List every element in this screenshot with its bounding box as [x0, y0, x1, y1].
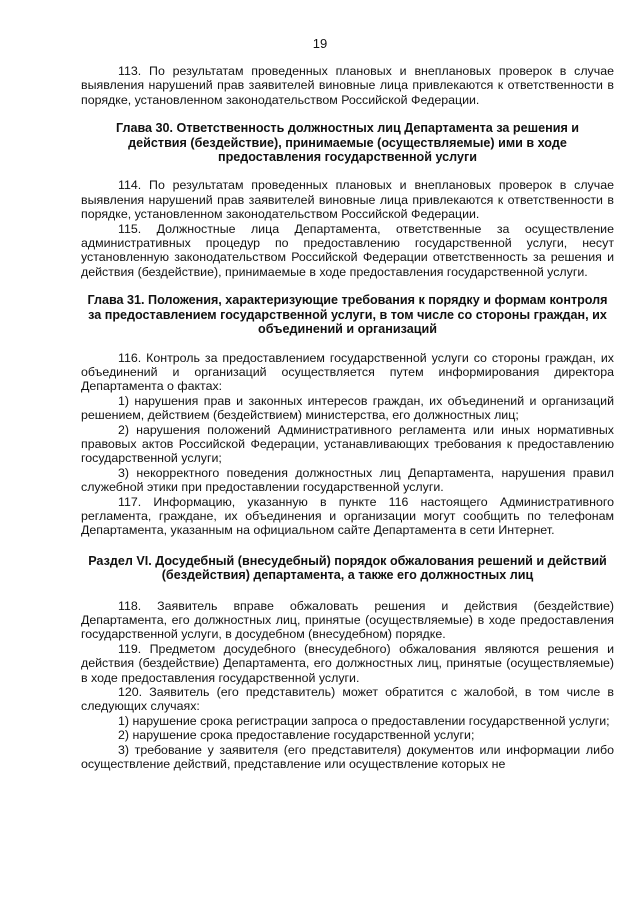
list-item-116-3: 3) некорректного поведения должностных лиц Департамента, нарушения правил служебной этики при предоставлении государственной услуги.: [81, 465, 614, 495]
page-content: [81, 64, 614, 771]
list-item-116-1: 1) нарушения прав и законных интересов граждан, их объединений и организаций решением, действием (бездействием) министерства, его должностных лиц;: [81, 393, 614, 423]
list-item-120-1: 1) нарушение срока регистрации запроса о предоставлении государственной услуги;: [118, 713, 610, 728]
paragraph-114: 114. По результатам проведенных плановых и внеплановых проверок в случае выявления нарушений прав заявителей виновные лица привлекаются к ответственности в порядке, установленном законодательством Российской Федерации.: [81, 178, 614, 222]
list-item-120-2: 2) нарушение срока предоставление государственной услуги;: [118, 728, 475, 743]
chapter-30-heading: Глава 30. Ответственность должностных лиц Департамента за решения и действия (бездействие), принимаемые (осуществляемые) ими в ходе предоставления государственной услуги: [115, 121, 580, 165]
section-6-heading: Раздел VI. Досудебный (внесудебный) порядок обжалования решений и действий (бездействия) департамента, а также его должностных лиц: [88, 553, 607, 583]
paragraph-117: 117. Информацию, указанную в пункте 116 настоящего Административного регламента, граждане, их объединения и организации могут сообщить по телефонам Департамента, указанным на официальном сайте Департамента в сети Интернет.: [81, 494, 614, 538]
paragraph-120: 120. Заявитель (его представитель) может обратится с жалобой, в том числе в следующих случаях:: [81, 685, 614, 714]
page-number: 19: [312, 36, 328, 51]
list-item-120-3: 3) требование у заявителя (его представителя) документов или информации либо осуществление действий, представление или осуществление которых не: [81, 742, 614, 772]
paragraph-118: 118. Заявитель вправе обжаловать решения и действия (бездействие) Департамента, его должностных лиц, принятые (осуществляемые) в ходе предоставления государственной услуги, в досудебном (внесудебном) порядке.: [81, 598, 614, 642]
paragraph-113: 113. По результатам проведенных плановых и внеплановых проверок в случае выявления нарушений прав заявителей виновные лица привлекаются к ответственности в порядке, установленном законодательством Российской Федерации.: [81, 64, 614, 107]
paragraph-116: 116. Контроль за предоставлением государственной услуги со стороны граждан, их объединений и организаций осуществляется путем информирования директора Департамента о фактах:: [81, 350, 614, 394]
paragraph-119: 119. Предметом досудебного (внесудебного) обжалования являются решения и действия (бездействие) Департамента, его должностных лиц, принятые (осуществляемые) в ходе предоставления государственной услуги.: [81, 641, 614, 685]
list-item-116-2: 2) нарушения положений Административного регламента или иных нормативных правовых актов Российской Федерации, устанавливающих требования к предоставлению государственной услуги;: [81, 422, 614, 466]
chapter-31-heading: Глава 31. Положения, характеризующие требования к порядку и формам контроля за предоставлением государственной услуги, в том числе со стороны граждан, их объединений и организаций: [87, 293, 608, 337]
paragraph-115: 115. Должностные лица Департамента, ответственные за осуществление административных процедур по предоставлению государственной услуги, несут установленную законодательством Российской Федерации ответственность за решения и действия (бездействие), принимаемые в ходе предоставления государственной услуги.: [81, 221, 614, 279]
